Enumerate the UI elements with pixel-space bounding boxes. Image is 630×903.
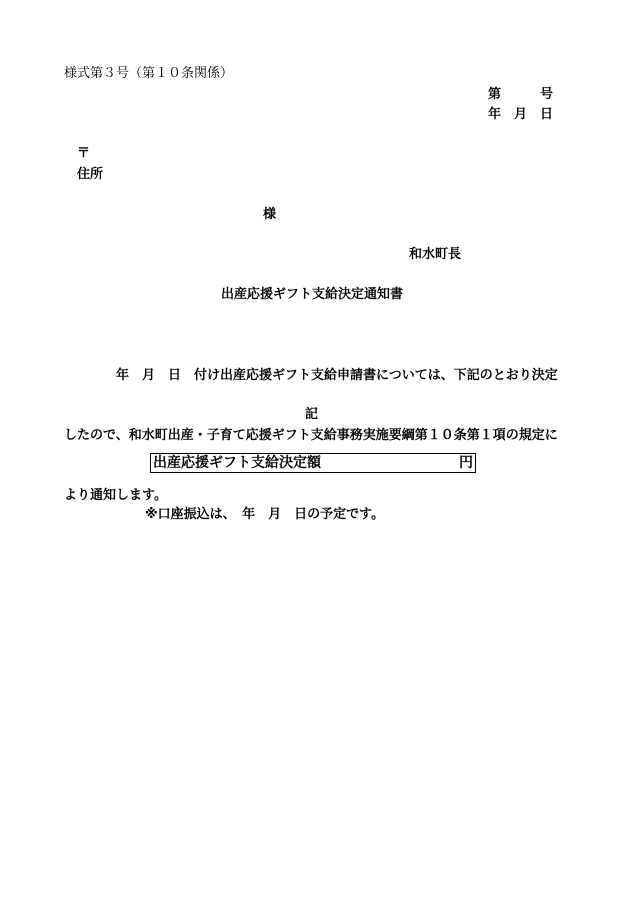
amount-unit: 円 — [459, 455, 473, 471]
recipient-honorific: 様 — [263, 207, 277, 222]
address-label: 住所 — [77, 167, 104, 182]
document-title: 出産応援ギフト支給決定通知書 — [221, 287, 404, 302]
body-line: したので、和水町出産・子育て応援ギフト支給事務実施要綱第１０条第１項の規定に — [64, 428, 558, 443]
document-number-line: 第 号 — [488, 87, 554, 102]
transfer-note: ※口座振込は、 年 月 日の予定です。 — [145, 507, 385, 522]
amount-label: 出産応援ギフト支給決定額 — [153, 455, 321, 471]
document-date-line: 年 月 日 — [488, 107, 554, 122]
body-line: より通知します。 — [64, 488, 167, 503]
amount-box — [150, 453, 476, 473]
postal-mark: 〒 — [77, 146, 91, 161]
ki-heading: 記 — [305, 407, 319, 422]
issuer-name: 和水町長 — [409, 247, 462, 262]
form-number-label: 様式第３号（第１０条関係） — [64, 66, 234, 81]
body-line: 年 月 日 付け出産応援ギフト支給申請書については、下記のとおり決定 — [64, 368, 558, 383]
